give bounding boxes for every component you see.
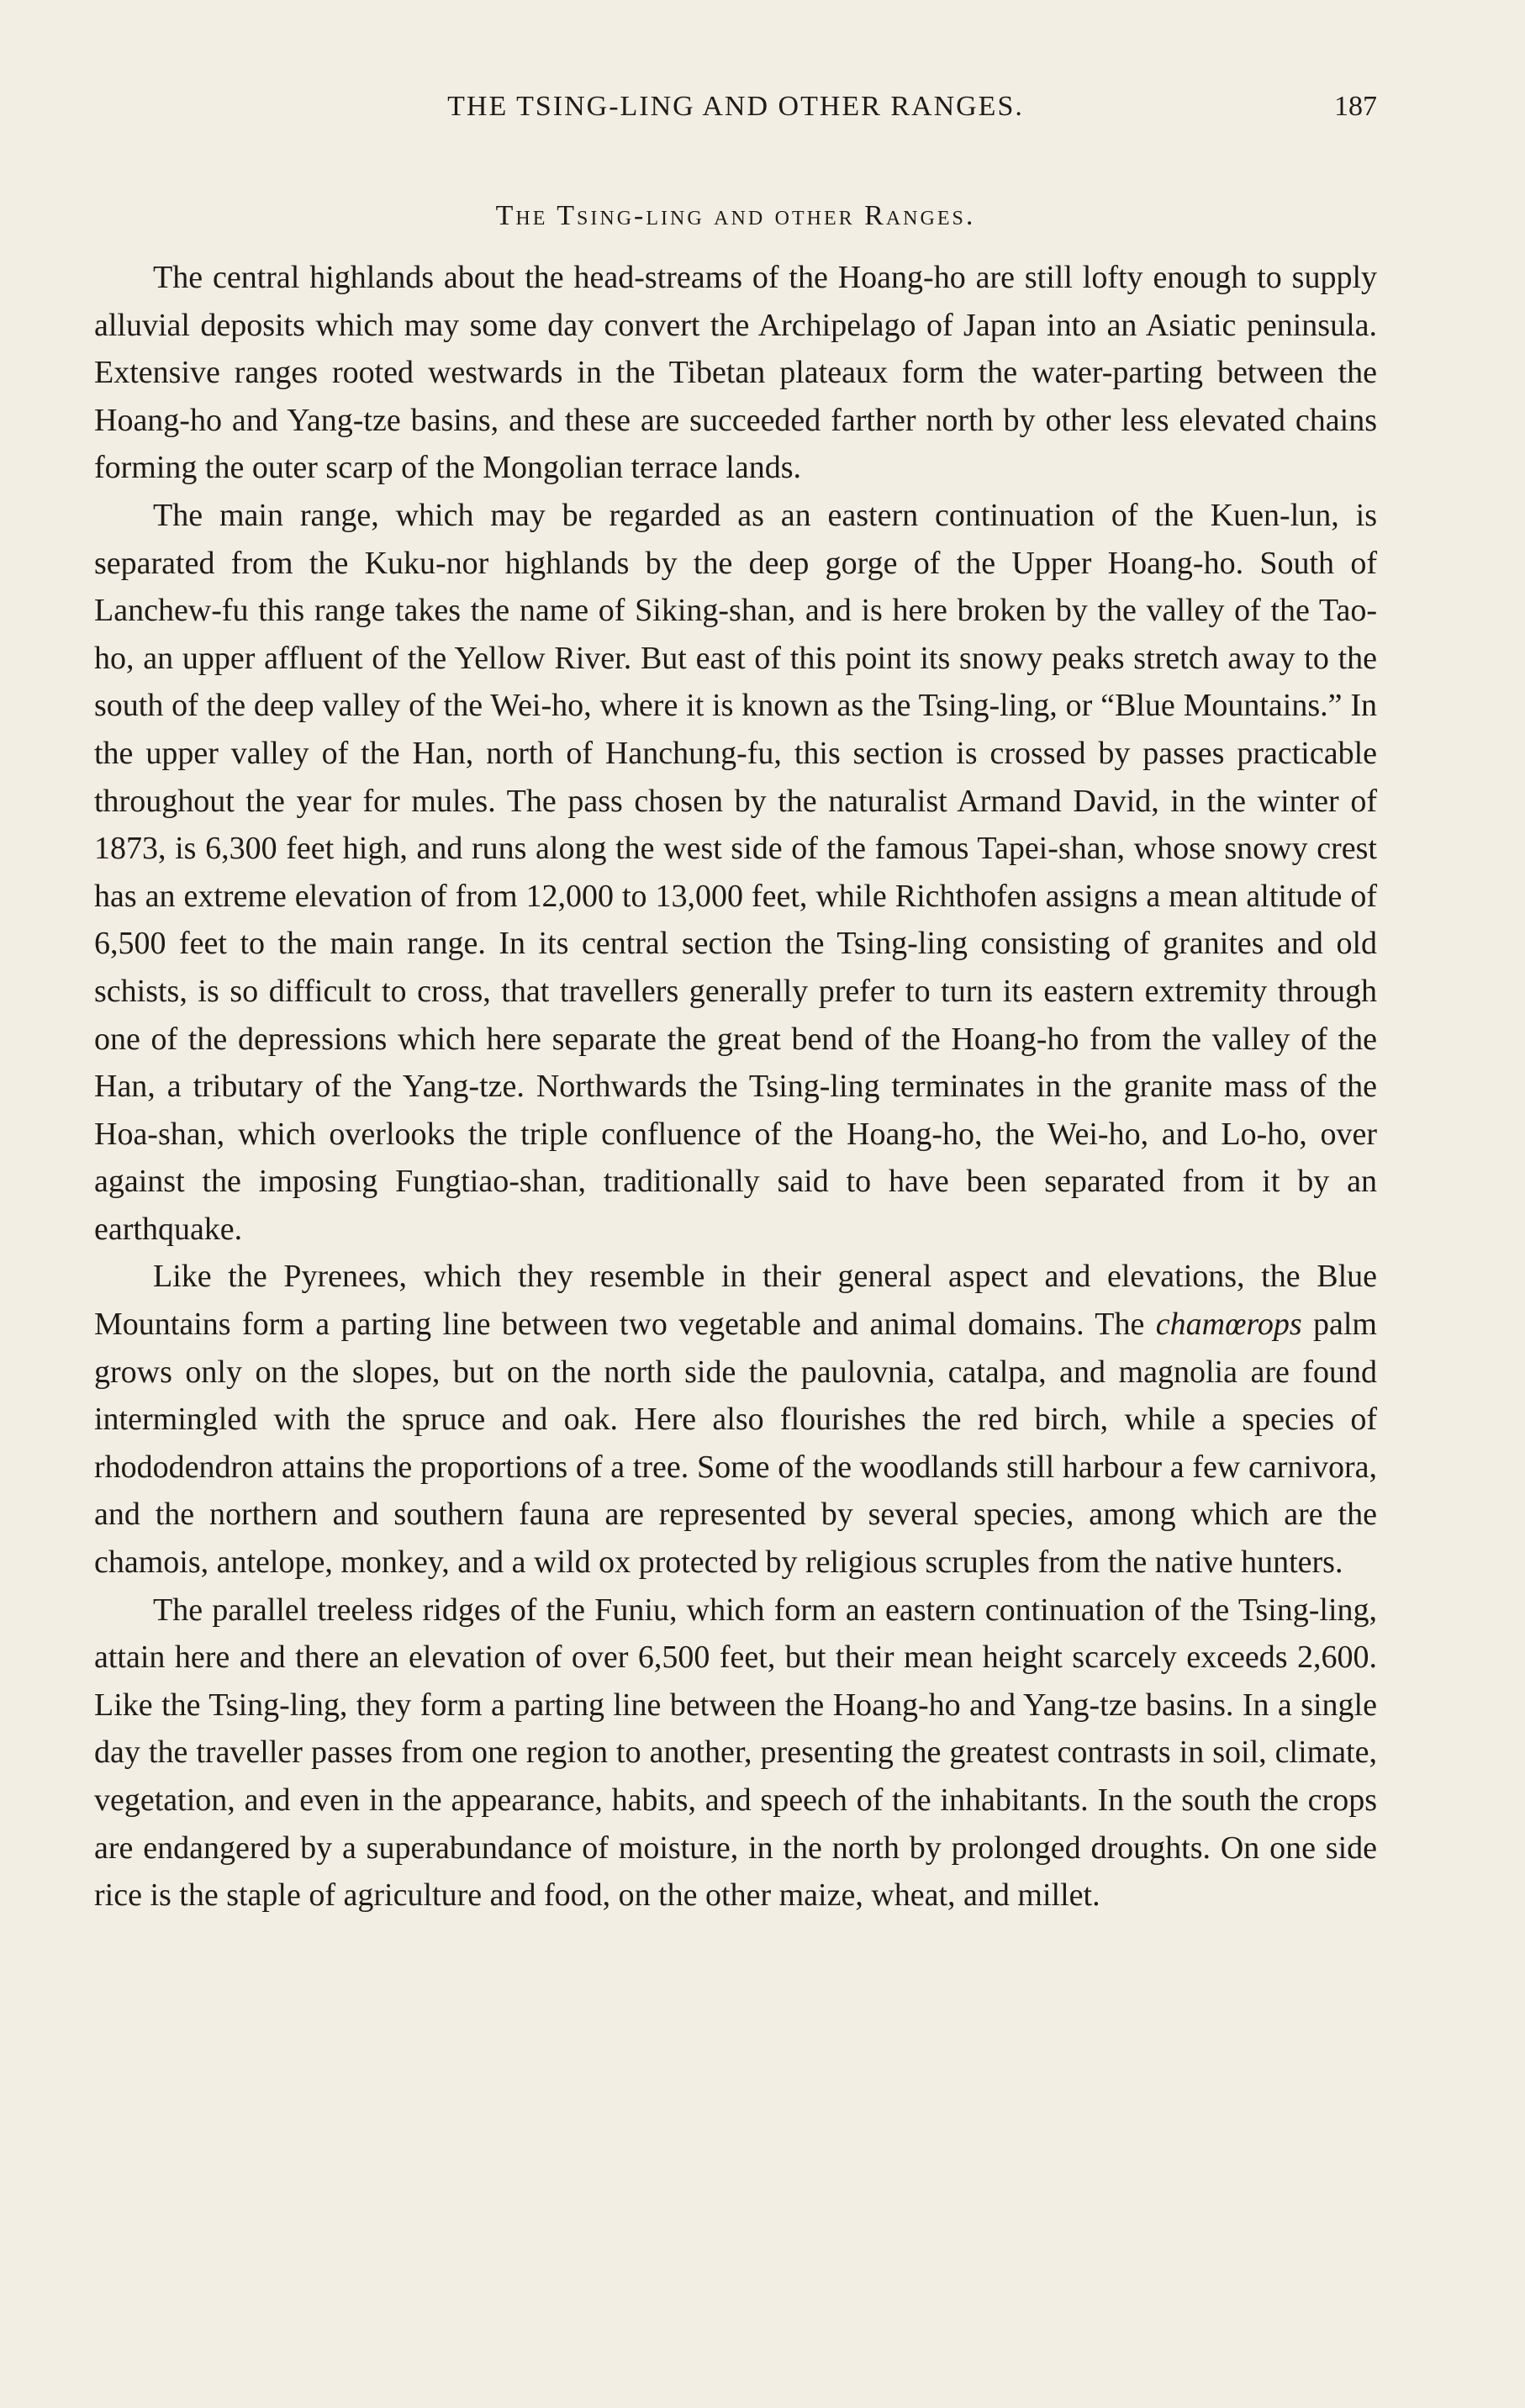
paragraph-4: The parallel treeless ridges of the Funiu, which form an eastern continuation of the Tsing-ling, attain here and there an elevation of over 6,500 feet, but their mean height scarcely exceeds 2,600. Like the Tsing-ling, they form a parting line between the Hoang-ho and Yang-tze basins. In a single day the traveller passes from one region to another, presenting the greatest contrasts in soil, climate, vegetation, and even in the appearance, habits, and speech of the inhabitants. In the south the crops are endangered by a superabundance of moisture, in the north by prolonged droughts. On one side rice is the staple of agriculture and food, on the other maize, wheat, and millet. [94, 1592, 1377, 1914]
section-heading: The Tsing-ling and other Ranges. [495, 200, 976, 231]
running-title: THE TSING-LING AND OTHER RANGES. [447, 91, 1024, 122]
paragraph-3-text-after: palm grows only on the slopes, but on the north side the paulovnia, catalpa, and magnolia are found intermingled with the spruce and oak. Here also flourishes the red birch, while a species of rhododendron attains the proportions of a tree. Some of the woodlands still harbour a few carnivora, and the northern and southern fauna are represented by several species, among which are the chamois, antelope, monkey, and a wild ox protected by religious scruples from the native hunters. [94, 1307, 1377, 1581]
running-header [94, 91, 1377, 133]
paragraph-3-text-before: Like the Pyrenees, which they resemble in their general aspect and elevations, the Blue Mountains form a parting line between two vegetable and animal domains. The [94, 1259, 1377, 1343]
paragraph-3-italic-term: chamœrops [1155, 1307, 1302, 1343]
paragraph-1: The central highlands about the head-streams of the Hoang-ho are still lofty enough to supply alluvial deposits which may some day convert the Archipelago of Japan into an Asiatic peninsula. Extensive ranges rooted westwards in the Tibetan plateaux form the water-parting between the Hoang-ho and Yang-tze basins, and these are succeeded farther north by other less elevated chains forming the outer scarp of the Mongolian terrace lands. [94, 260, 1377, 486]
page-number: 187 [1334, 91, 1377, 122]
paragraph-3 [94, 1253, 1377, 1586]
body-text [94, 254, 1377, 1920]
paragraph-2: The main range, which may be regarded as an eastern continuation of the Kuen-lun, is separated from the Kuku-nor highlands by the deep gorge of the Upper Hoang-ho. South of Lanchew-fu this range takes the name of Siking-shan, and is here broken by the valley of the Tao-ho, an upper affluent of the Yellow River. But east of this point its snowy peaks stretch away to the south of the deep valley of the Wei-ho, where it is known as the Tsing-ling, or “Blue Mountains.” In the upper valley of the Han, north of Hanchung-fu, this section is crossed by passes practicable throughout the year for mules. The pass chosen by the naturalist Armand David, in the winter of 1873, is 6,300 feet high, and runs along the west side of the famous Tapei-shan, whose snowy crest has an extreme elevation of from 12,000 to 13,000 feet, while Richthofen assigns a mean altitude of 6,500 feet to the main range. In its central section the Tsing-ling consisting of granites and old schists, is so difficult to cross, that travellers generally prefer to turn its eastern extremity through one of the depressions which here separate the great bend of the Hoang-ho from the valley of the Han, a tributary of the Yang-tze. Northwards the Tsing-ling terminates in the granite mass of the Hoa-shan, which overlooks the triple confluence of the Hoang-ho, the Wei-ho, and Lo-ho, over against the imposing Fungtiao-shan, traditionally said to have been separated from it by an earthquake. [94, 497, 1377, 1247]
